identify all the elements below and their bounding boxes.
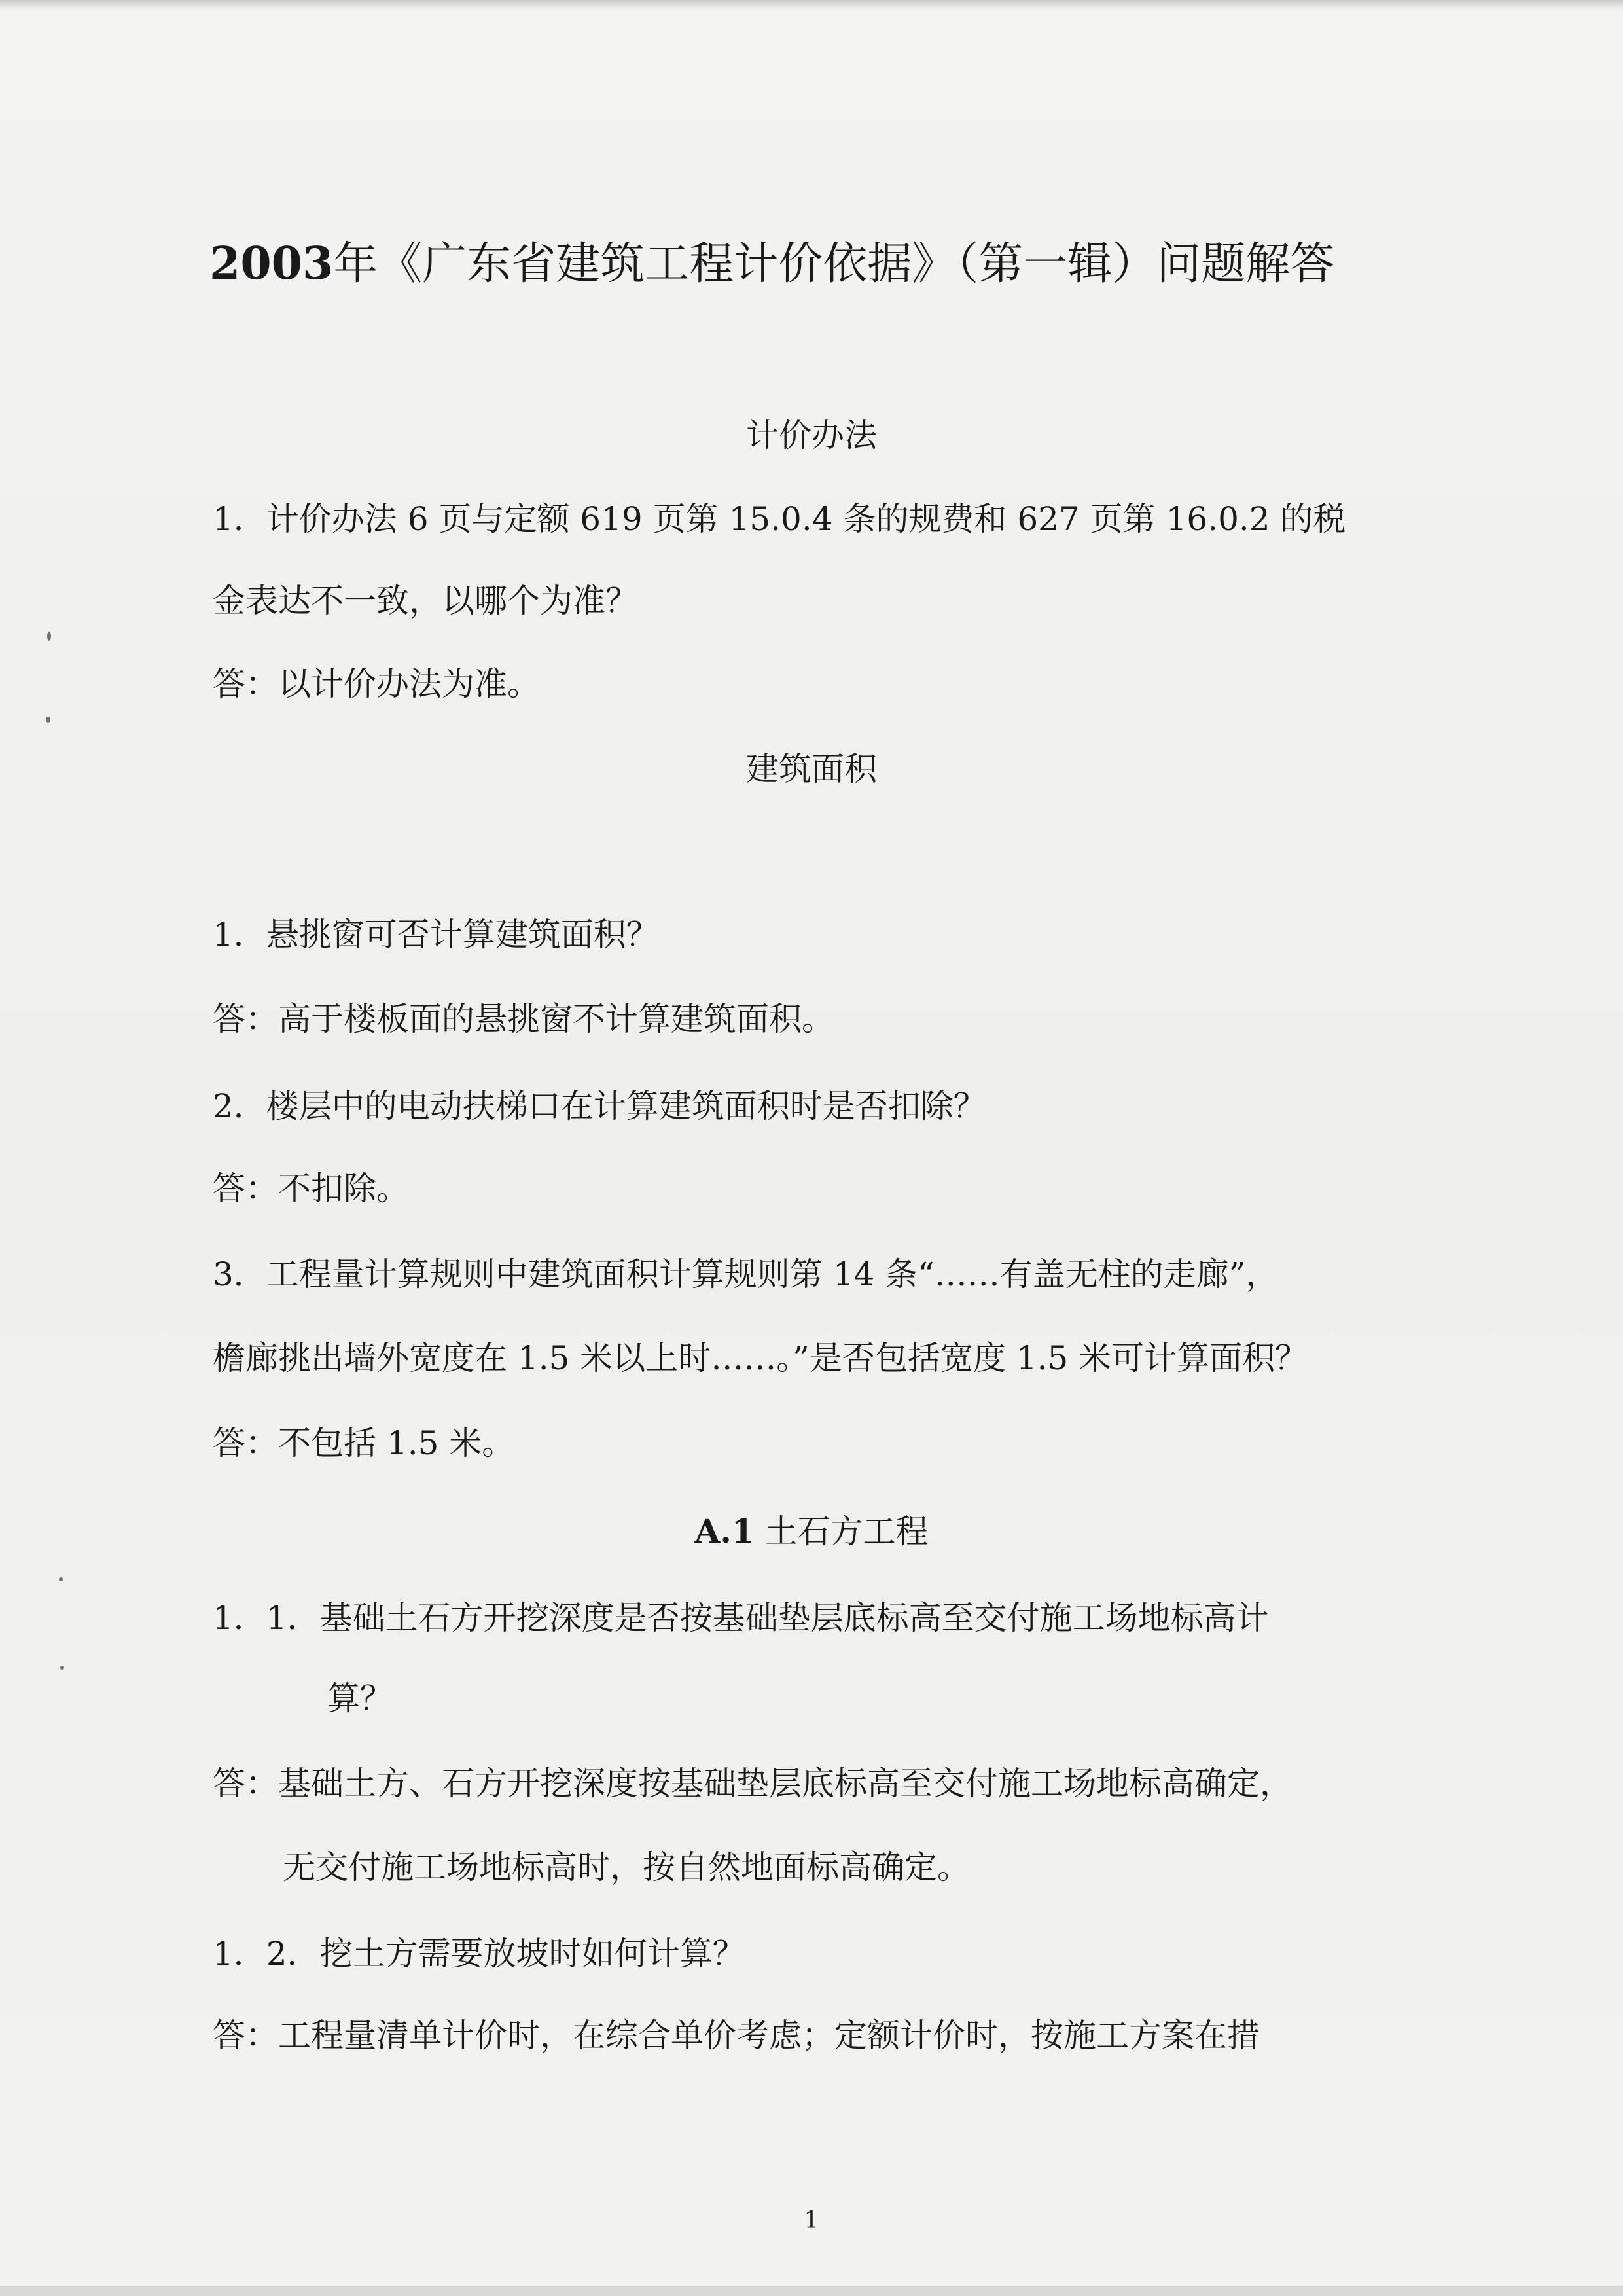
scan-speck <box>59 1577 63 1581</box>
earthwork-q1-line1: 1．1．基础土石方开挖深度是否按基础垫层底标高至交付施工场地标高计 <box>213 1599 1269 1637</box>
earthwork-title: 土石方工程 <box>754 1513 929 1551</box>
area-q3-line2: 檐廊挑出墙外宽度在 1.5 米以上时……。”是否包括宽度 1.5 米可计算面积？ <box>213 1339 1308 1377</box>
pricing-q1-line1: 1．计价办法 6 页与定额 619 页第 15.0.4 条的规费和 627 页第 16.0.2 的税 <box>213 500 1346 538</box>
pricing-a1: 答：以计价办法为准。 <box>213 665 540 703</box>
document-title <box>209 232 1453 296</box>
earthwork-q2: 1．2．挖土方需要放坡时如何计算？ <box>213 1935 745 1973</box>
scan-speck <box>46 717 50 723</box>
area-q3-line1: 3．工程量计算规则中建筑面积计算规则第 14 条“……有盖无柱的走廊”， <box>213 1255 1279 1293</box>
area-a3: 答：不包括 1.5 米。 <box>213 1424 515 1462</box>
section-heading-earthwork <box>0 1509 1623 1554</box>
title-text: 年《广东省建筑工程计价依据》（第一辑）问题解答 <box>333 238 1335 290</box>
area-q2: 2．楼层中的电动扶梯口在计算建筑面积时是否扣除？ <box>213 1087 986 1125</box>
earthwork-code: A.1 <box>694 1512 755 1551</box>
area-q1: 1．悬挑窗可否计算建筑面积？ <box>213 916 659 954</box>
earthwork-a1-line1: 答：基础土方、石方开挖深度按基础垫层底标高至交付施工场地标高确定， <box>213 1765 1293 1803</box>
earthwork-q1-line2: 算？ <box>327 1679 393 1717</box>
section-heading-building-area: 建筑面积 <box>746 750 877 788</box>
area-a2: 答：不扣除。 <box>213 1170 409 1208</box>
page-number: 1 <box>804 2207 819 2234</box>
scan-speck <box>47 632 51 641</box>
area-a1: 答：高于楼板面的悬挑窗不计算建筑面积。 <box>213 1000 834 1038</box>
earthwork-a2-line1: 答：工程量清单计价时，在综合单价考虑；定额计价时，按施工方案在措 <box>213 2017 1260 2054</box>
scan-speck <box>60 1666 64 1670</box>
section-heading-pricing-method: 计价办法 <box>746 416 877 454</box>
scan-bottom-edge <box>0 2286 1623 2296</box>
earthwork-a1-line2: 无交付施工场地标高时，按自然地面标高确定。 <box>283 1848 970 1886</box>
scan-top-edge <box>0 0 1623 9</box>
title-year: 2003 <box>209 238 334 290</box>
pricing-q1-line2: 金表达不一致，以哪个为准？ <box>213 582 638 620</box>
